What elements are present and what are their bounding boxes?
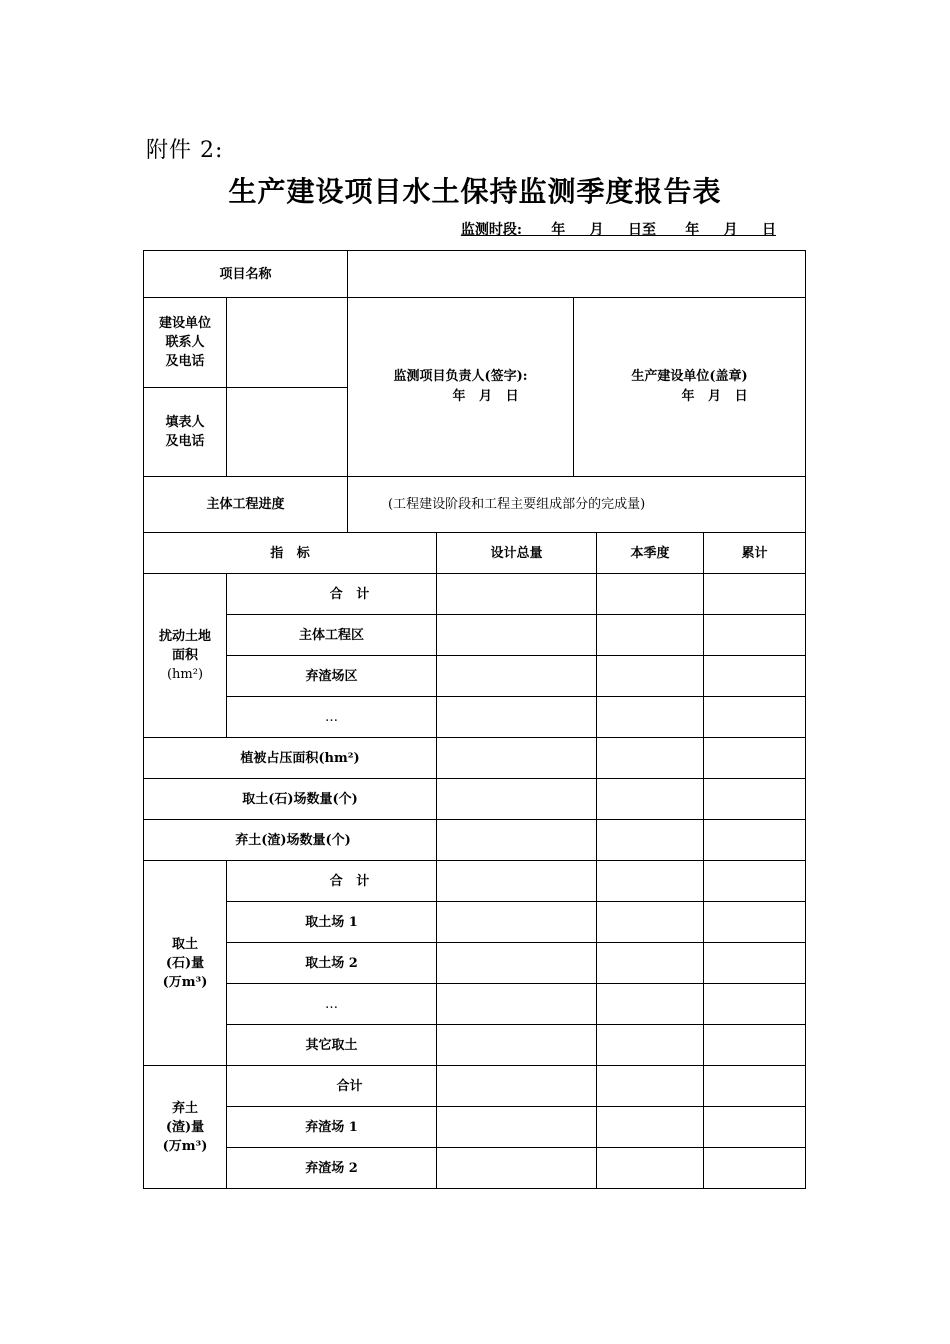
cell-design[interactable]	[437, 1066, 597, 1107]
cell-cumulative[interactable]	[704, 1148, 806, 1189]
row-label: 弃渣场区	[227, 656, 437, 697]
cell-design[interactable]	[437, 656, 597, 697]
table-row	[144, 656, 806, 697]
cell-quarter[interactable]	[597, 1025, 704, 1066]
cell-cumulative[interactable]	[704, 738, 806, 779]
unit-seal-cell[interactable]	[574, 298, 806, 477]
table-row	[144, 1148, 806, 1189]
project-name-row	[144, 251, 806, 298]
cell-design[interactable]	[437, 902, 597, 943]
row-label: 取土场 1	[227, 902, 437, 943]
col-cumulative: 累计	[704, 533, 806, 574]
cell-design[interactable]	[437, 738, 597, 779]
cell-design[interactable]	[437, 1107, 597, 1148]
column-header-row	[144, 533, 806, 574]
cell-cumulative[interactable]	[704, 779, 806, 820]
cell-quarter[interactable]	[597, 779, 704, 820]
monitor-signature-label: 监测项目负责人(签字):	[393, 369, 528, 384]
cell-quarter[interactable]	[597, 1148, 704, 1189]
table-row	[144, 820, 806, 861]
cell-cumulative[interactable]	[704, 615, 806, 656]
table-row	[144, 697, 806, 738]
cell-cumulative[interactable]	[704, 1025, 806, 1066]
cell-cumulative[interactable]	[704, 943, 806, 984]
cell-cumulative[interactable]	[704, 820, 806, 861]
col-indicator: 指 标	[144, 533, 437, 574]
cell-quarter[interactable]	[597, 820, 704, 861]
cell-design[interactable]	[437, 984, 597, 1025]
borrow-volume-label: 取土 (石)量 (万m³)	[144, 861, 227, 1066]
table-row	[144, 861, 806, 902]
filler-label: 填表人 及电话	[144, 388, 227, 477]
cell-quarter[interactable]	[597, 984, 704, 1025]
row-label: 弃渣场 2	[227, 1148, 437, 1189]
cell-design[interactable]	[437, 1025, 597, 1066]
cell-cumulative[interactable]	[704, 574, 806, 615]
filler-field[interactable]	[227, 388, 348, 477]
table-row	[144, 1025, 806, 1066]
table-row	[144, 615, 806, 656]
table-row	[144, 943, 806, 984]
row-label: 合 计	[227, 861, 437, 902]
row-label: 合计	[227, 1066, 437, 1107]
report-table	[143, 250, 806, 1189]
page-title: 生产建设项目水土保持监测季度报告表	[228, 175, 722, 208]
spoil-volume-label: 弃土 (渣)量 (万m³)	[144, 1066, 227, 1189]
cell-quarter[interactable]	[597, 656, 704, 697]
construction-unit-row	[144, 298, 806, 388]
cell-cumulative[interactable]	[704, 697, 806, 738]
cell-cumulative[interactable]	[704, 902, 806, 943]
vegetation-area-label: 植被占压面积(hm²)	[144, 738, 437, 779]
table-row	[144, 574, 806, 615]
cell-quarter[interactable]	[597, 615, 704, 656]
cell-quarter[interactable]	[597, 1107, 704, 1148]
cell-cumulative[interactable]	[704, 656, 806, 697]
monitor-signature-cell[interactable]	[348, 298, 574, 477]
cell-cumulative[interactable]	[704, 984, 806, 1025]
attachment-label: 附件 2:	[146, 138, 224, 163]
col-this-quarter: 本季度	[597, 533, 704, 574]
cell-design[interactable]	[437, 615, 597, 656]
disturbed-area-label: 扰动土地 面积 (hm²)	[144, 574, 227, 738]
cell-design[interactable]	[437, 697, 597, 738]
project-name-field[interactable]	[348, 251, 806, 298]
cell-quarter[interactable]	[597, 738, 704, 779]
row-label: 弃渣场 1	[227, 1107, 437, 1148]
table-row	[144, 738, 806, 779]
construction-unit-field[interactable]	[227, 298, 348, 388]
cell-quarter[interactable]	[597, 861, 704, 902]
row-label: …	[227, 697, 437, 738]
cell-quarter[interactable]	[597, 943, 704, 984]
cell-design[interactable]	[437, 861, 597, 902]
row-label: 主体工程区	[227, 615, 437, 656]
construction-unit-label: 建设单位 联系人 及电话	[144, 298, 227, 388]
borrow-count-label: 取土(石)场数量(个)	[144, 779, 437, 820]
col-design-total: 设计总量	[437, 533, 597, 574]
table-row	[144, 902, 806, 943]
row-label: 合 计	[227, 574, 437, 615]
table-row	[144, 779, 806, 820]
row-label: 其它取土	[227, 1025, 437, 1066]
progress-label: 主体工程进度	[144, 477, 348, 533]
cell-cumulative[interactable]	[704, 861, 806, 902]
spoil-count-label: 弃土(渣)场数量(个)	[144, 820, 437, 861]
progress-note[interactable]: (工程建设阶段和工程主要组成部分的完成量)	[348, 477, 806, 533]
row-label: …	[227, 984, 437, 1025]
table-row	[144, 1066, 806, 1107]
table-row	[144, 984, 806, 1025]
project-name-label: 项目名称	[144, 251, 348, 298]
cell-quarter[interactable]	[597, 1066, 704, 1107]
cell-design[interactable]	[437, 574, 597, 615]
cell-quarter[interactable]	[597, 697, 704, 738]
cell-design[interactable]	[437, 1148, 597, 1189]
progress-row	[144, 477, 806, 533]
unit-seal-date: 年 月 日	[681, 389, 748, 404]
table-row	[144, 1107, 806, 1148]
cell-cumulative[interactable]	[704, 1066, 806, 1107]
cell-design[interactable]	[437, 943, 597, 984]
monitor-signature-date: 年 月 日	[452, 389, 519, 404]
cell-quarter[interactable]	[597, 574, 704, 615]
cell-quarter[interactable]	[597, 902, 704, 943]
unit-seal-label: 生产建设单位(盖章)	[631, 369, 748, 384]
cell-cumulative[interactable]	[704, 1107, 806, 1148]
cell-design[interactable]	[437, 820, 597, 861]
cell-design[interactable]	[437, 779, 597, 820]
monitoring-period: 监测时段: 年 月 日至 年 月 日	[460, 222, 776, 238]
row-label: 取土场 2	[227, 943, 437, 984]
